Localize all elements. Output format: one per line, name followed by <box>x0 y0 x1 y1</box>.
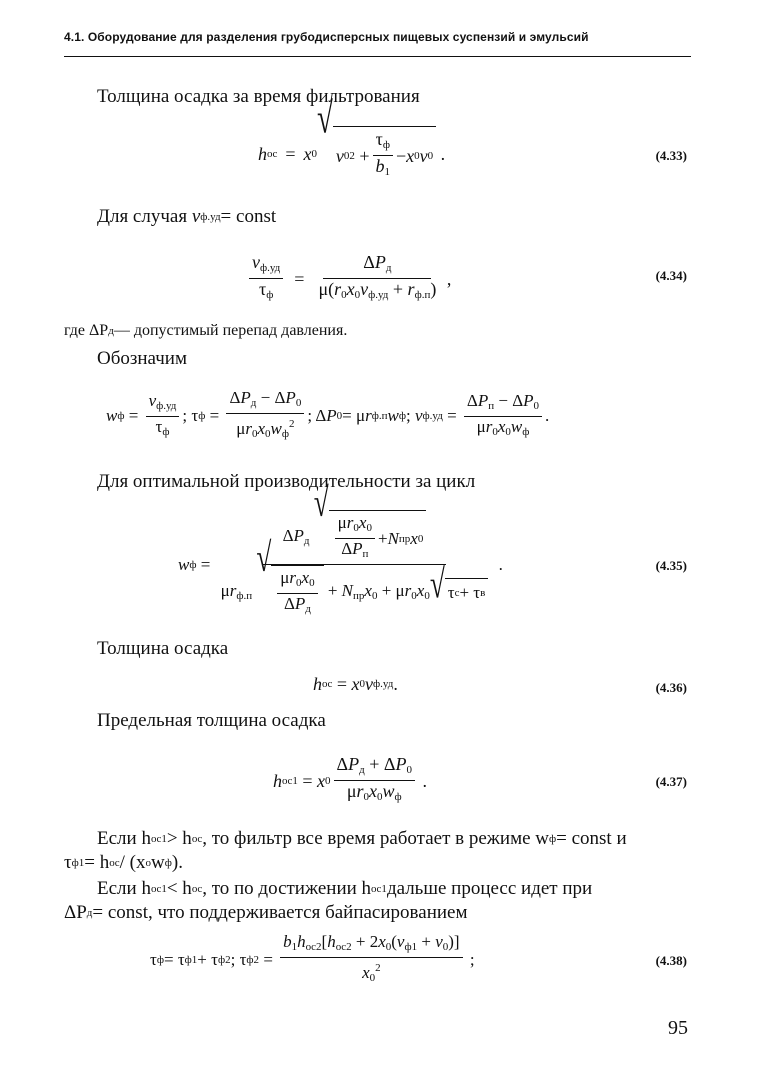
p8b-sub: д <box>86 907 93 919</box>
p8a-sub2: oc <box>191 883 203 895</box>
p7a-sub2: oc <box>191 833 203 845</box>
p8a-mid: < h <box>166 878 192 899</box>
equation-number: (4.38) <box>655 953 687 968</box>
page-number: 95 <box>668 1017 688 1039</box>
p7b-end1: / (x <box>119 852 146 873</box>
p8a-end: дальше процесс идет при <box>386 878 593 899</box>
p7b-sub1: ф1 <box>71 857 85 869</box>
p8a: Если h <box>97 878 151 899</box>
equation-4-35: w ф = $\Delta P_д$ √ $\frac{\mu r_0x_0}{\Delta P_п}$ + N пр x 0 $\mu r_{ф.п}$ √ $\frac{\mu r_0x_0}{\Delta P_д}$ + $N_{пр}x_0 + \mu r_0x_0$ √ τ c + τ в . <box>178 510 503 619</box>
equation-definitions: w ф = $\frac{\nu_{ф.уд}}{\tau_ф}$ ; τ ф = $\frac{\Delta P_д - \Delta P_0}{\mu r_0x_0w_ф^2}$ ; Δ P 0 = μ r ф.п w ф ; ν ф.уд = $\frac{\Delta P_п - \Delta P_0}{\mu r_0x_0w_ф}$ . <box>106 388 550 440</box>
p7a-rest: , то фильтр все время работает в режиме w <box>202 828 549 849</box>
paragraph-case <box>97 206 276 228</box>
note-rest: — допустимый перепад давления. <box>113 322 348 339</box>
equation-4-38: τ ф = τ ф1 + τ ф2 ; τ ф2 = $\frac{b_1h_{oc2}[h_{oc2} + 2x_0(\nu_{ф1} + \nu_0)]}{x_0^2}$ ; <box>150 932 475 984</box>
p7a-sub1: oc1 <box>150 833 167 845</box>
equation-number: (4.34) <box>655 268 687 283</box>
p7b-end2: w <box>151 852 165 873</box>
equation-number: (4.33) <box>655 148 687 163</box>
p7b-sub3: o <box>145 857 151 869</box>
equation-number: (4.36) <box>655 680 687 695</box>
header-divider <box>64 56 691 57</box>
p7a-sub3: ф <box>549 833 557 845</box>
case-rest: = const <box>220 206 277 227</box>
equation-number: (4.37) <box>655 774 687 789</box>
equation-4-34: $\frac{\nu_{ф.уд}}{\tau_ф}$ = $\frac{\Delta P_д}{\mu(r_0x_0\nu_{ф.уд} + r_{ф.п})}$ , <box>246 252 451 305</box>
paragraph-if-greater <box>97 828 692 850</box>
p7b-sub4: ф <box>164 857 172 869</box>
paragraph-if-less <box>97 878 592 900</box>
p7a: Если h <box>97 828 151 849</box>
p8a-sub3: oc1 <box>371 883 387 895</box>
running-header: 4.1. Оборудование для разделения грубодисперсных пищевых суспензий и эмульсий <box>64 30 589 44</box>
paragraph-if-less-cont <box>64 902 467 924</box>
note-sub: д <box>108 325 114 337</box>
paragraph-cake-thickness: Толщина осадка <box>97 638 229 659</box>
equation-4-33: h oc = x 0 √ ν 0 2 + $\frac{\tau_ф}{b_1}$ − x 0 ν 0 . <box>258 126 445 182</box>
case-var-sub: ф.уд <box>200 211 221 223</box>
paragraph-optimal: Для оптимальной производительности за цикл <box>97 471 476 492</box>
paragraph-cake-thickness-time: Толщина осадка за время фильтрования <box>97 86 420 107</box>
paragraph-if-greater-cont <box>64 852 183 874</box>
p7a-mid: > h <box>166 828 192 849</box>
p8a-rest: , то по достижении h <box>202 878 372 899</box>
case-var: ν <box>191 206 201 227</box>
p8a-sub1: oc1 <box>150 883 167 895</box>
note-pressure-drop <box>64 322 347 340</box>
case-text: Для случая <box>97 206 188 227</box>
p7b-rest: = h <box>84 852 110 873</box>
equation-number: (4.35) <box>655 558 687 573</box>
p7b-end3: ). <box>171 852 183 873</box>
p7b-sub2: oc <box>109 857 120 869</box>
p7a-end: = const и <box>556 828 627 849</box>
equation-4-36: h oc = x 0 ν ф.уд . <box>313 674 398 694</box>
note-text: где ΔP <box>64 322 109 339</box>
equation-4-37: h oc1 = x 0 $\frac{\Delta P_д + \Delta P_0}{\mu r_0x_0w_ф}$ . <box>273 754 427 803</box>
paragraph-denote: Обозначим <box>97 348 187 369</box>
p8b: ΔP <box>64 902 87 923</box>
p7b: τ <box>64 852 72 873</box>
p8b-rest: = const, что поддерживается байпасированием <box>92 902 468 923</box>
paragraph-limit-thickness: Предельная толщина осадка <box>97 710 326 731</box>
